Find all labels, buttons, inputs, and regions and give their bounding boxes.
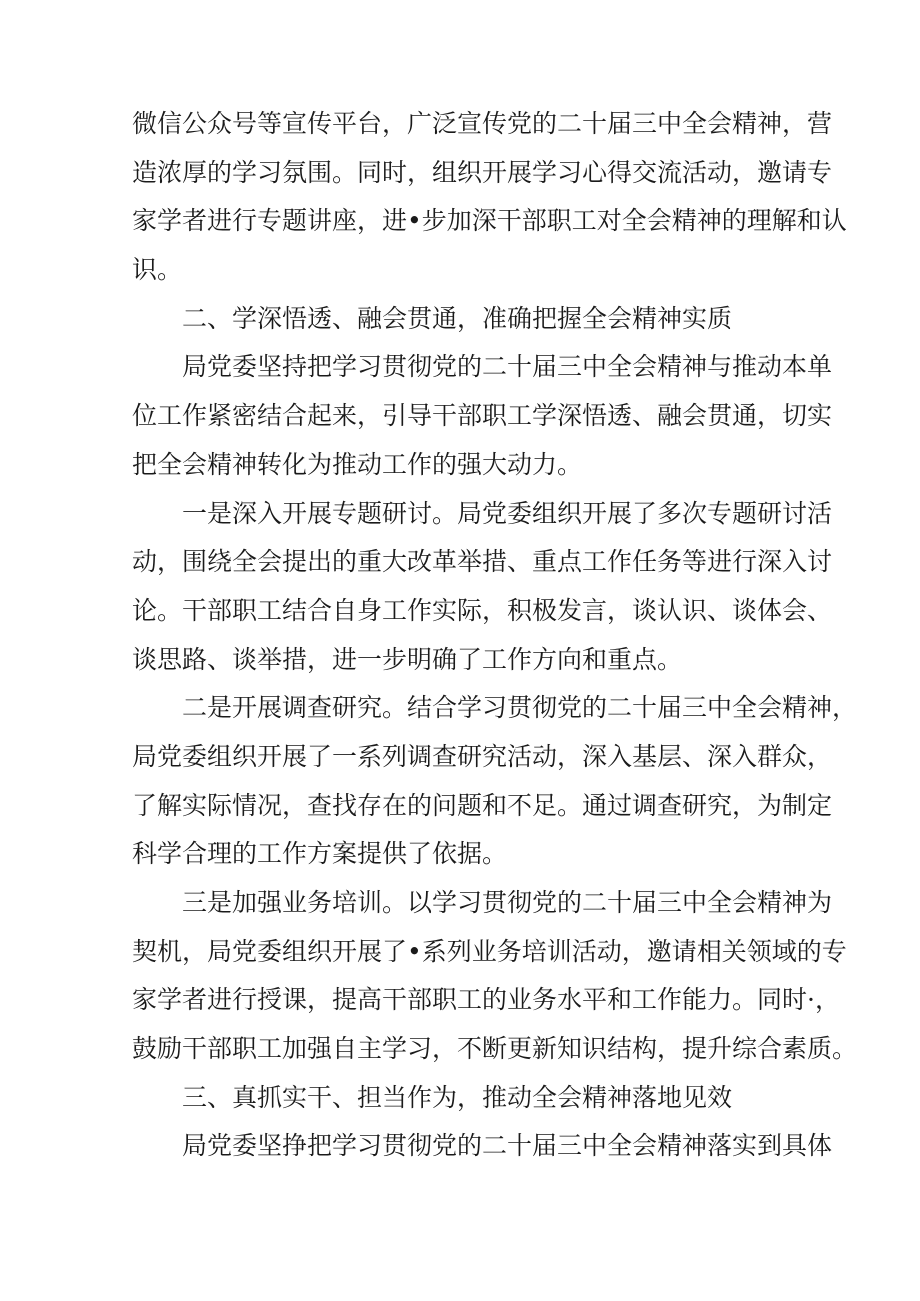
text-line: 局党委坚挣把学习贯彻党的二十届三中全会精神落实到具体 [182, 1131, 833, 1161]
text-line: 科学合理的工作方案提供了依据。 [132, 839, 508, 869]
text-line: 了解实际情况，查找存在的问题和不足。通过调查研究，为制定 [132, 790, 833, 820]
text-line: 契机，局党委组织开展了•系列业务培训活动，邀请相关领域的专 [132, 936, 847, 966]
text-line: 鼓励干部职工加强自主学习，不断更新知识结构，提升综合素质。 [132, 1034, 858, 1064]
text-line: 谈思路、谈举措，进一步明确了工作方向和重点。 [132, 644, 683, 674]
text-line: 一是深入开展专题研讨。局党委组织开展了多次专题研讨活 [182, 498, 833, 528]
text-line: 把全会精神转化为推动工作的强大动力。 [132, 449, 583, 479]
section-heading: 二、学深悟透、融会贯通，准确把握全会精神实质 [182, 303, 733, 333]
body-text [132, 100, 858, 1171]
text-line: 局党委坚持把学习贯彻党的二十届三中全会精神与推动本单 [182, 352, 833, 382]
text-line: 家学者进行授课，提高干部职工的业务水平和工作能力。同时·， [132, 985, 840, 1015]
text-line: 论。干部职工结合自身工作实际，积极发言，谈认识、谈体会、 [132, 595, 833, 625]
text-line: 识。 [132, 255, 183, 285]
text-line: 家学者进行专题讲座，进•步加深干部职工对全会精神的理解和认 [132, 206, 847, 236]
text-line: 位工作紧密结合起来，引导干部职工学深悟透、融会贯通，切实 [132, 401, 833, 431]
text-line: 局党委组织开展了一系列调查研究活动，深入基层、深入群众， [132, 741, 833, 771]
text-line: 二是开展调查研究。结合学习贯彻党的二十届三中全会精神， [182, 693, 858, 723]
text-line: 微信公众号等宣传平台，广泛宣传党的二十届三中全会精神，营 [132, 109, 833, 138]
text-line: 造浓厚的学习氛围。同时，组织开展学习心得交流活动，邀请专 [132, 157, 833, 187]
text-line: 动，围绕全会提出的重大改革举措、重点工作任务等进行深入讨 [132, 547, 833, 577]
section-heading: 三、真抓实干、担当作为，推动全会精神落地见效 [182, 1082, 733, 1112]
text-line: 三是加强业务培训。以学习贯彻党的二十届三中全会精神为 [182, 888, 833, 917]
